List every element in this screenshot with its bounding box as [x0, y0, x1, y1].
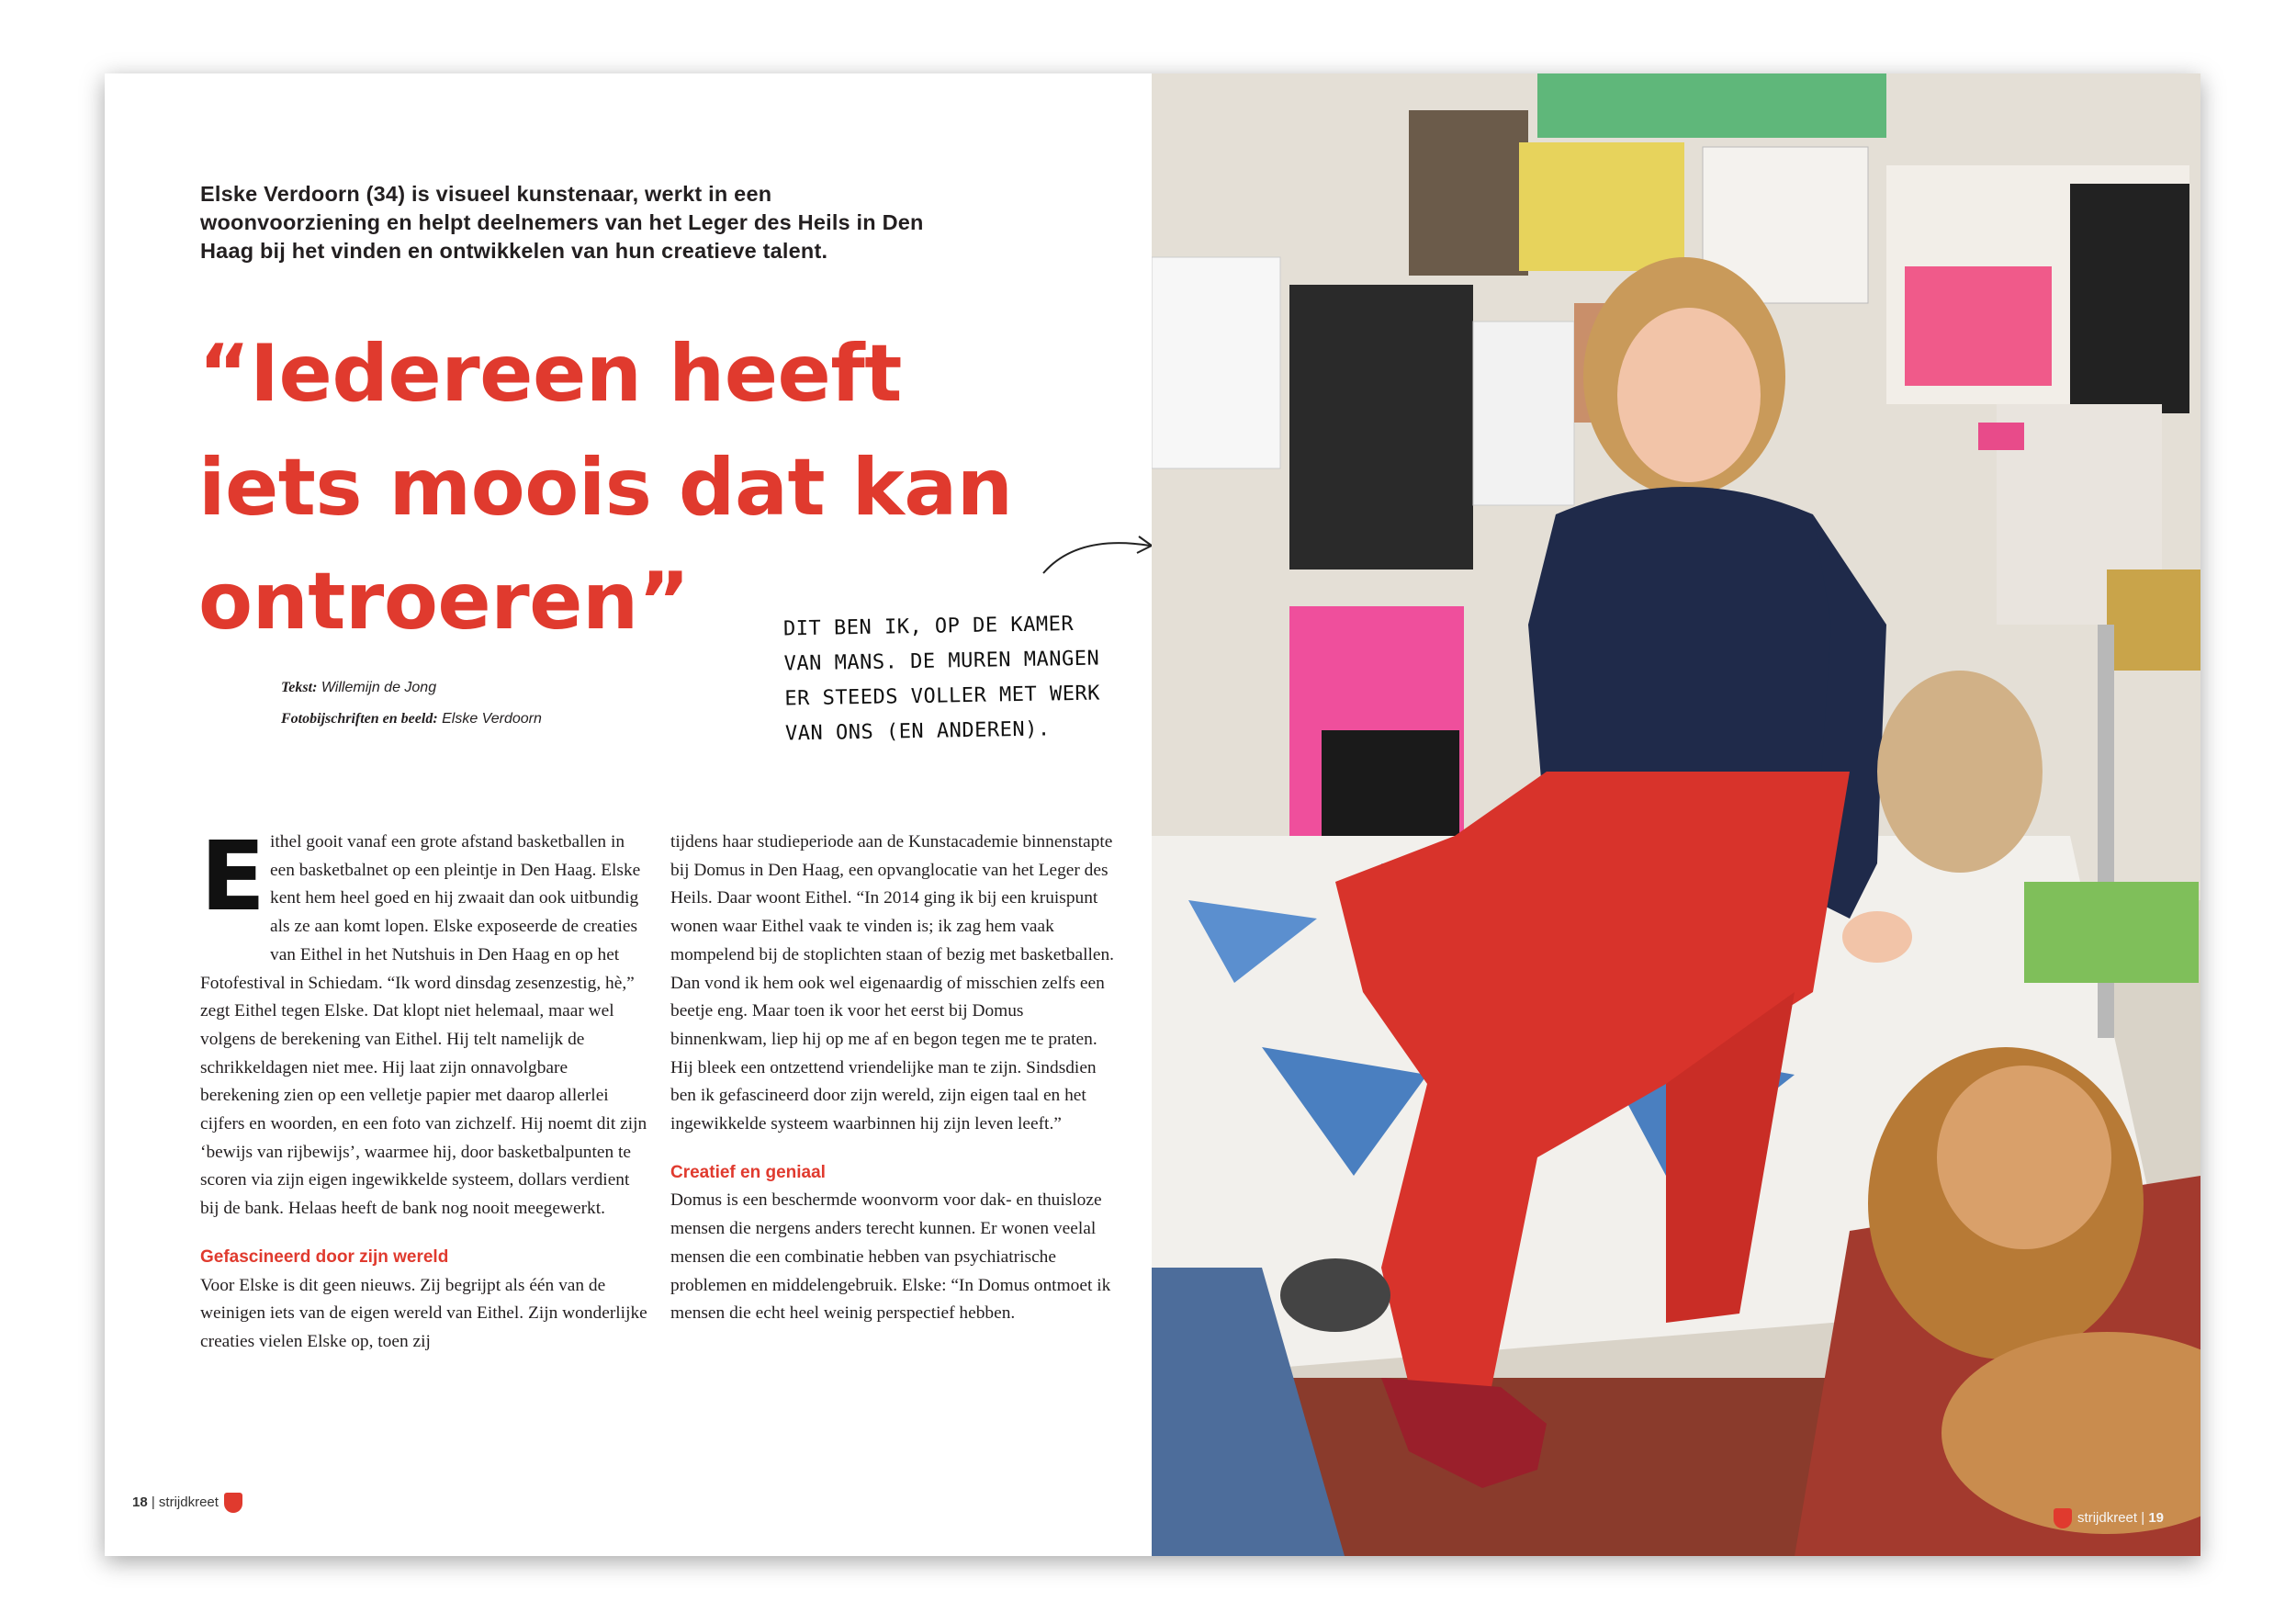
- folio-right: strijdkreet | 19: [2054, 1508, 2164, 1528]
- brand-right: strijdkreet: [2077, 1509, 2138, 1526]
- lead-text-content: ithel gooit vanaf een grote afstand basketballen in een basketbalnet op een pleintje in Den Haag. Elske kent hem heel goed en hij zwaait dan ook uitbundig als ze aan komt lopen. Elske exposeerde de creaties van Eithel in het Nutshuis in Den Haag en op het Fotofestival in Schiedam. “Ik word dinsdag zesenzestig, hè,” zegt Eithel tegen Elske. Dat klopt niet helemaal, maar wel volgens de berekening van Eithel. Hij telt namelijk de schrikkeldagen niet mee. Hij laat zijn onnavolgbare berekening zien op een velletje papier met daarop allerlei cijfers en woorden, en een foto van zichzelf. Hij noemt dit zijn ‘bewijs van rijbewijs’, waarmee hij, door basketbalpunten te scoren via zijn eigen ingewikkelde systeem, dollars verdient bij de bank. Helaas heeft de bank nog nooit meegewerkt.: [200, 832, 647, 1219]
- credit-text: [281, 672, 542, 704]
- credit-photo: [281, 704, 542, 735]
- note-line: ER STEEDS VOLLER MET WERK: [784, 682, 1101, 711]
- body-column-2: [670, 829, 1118, 1328]
- subheading-1: Gefascineerd door zijn wereld: [200, 1246, 449, 1267]
- page-number-left: 18: [132, 1494, 148, 1510]
- credit-text-label: Tekst:: [281, 680, 318, 695]
- paragraph-3: tijdens haar studieperiode aan de Kunstacademie binnenstapte bij Domus in Den Haag, een opvanglocatie van het Leger des Heils. Daar woont Eithel. “In 2014 ging ik bij een kruispunt wonen waar Eithel vaak te vinden is; ik zag hem vaak mompelend bij de stoplichten staan of bezig met basketballen. Dan vond ik hem ook wel eigenaardig of misschien zelfs een beetje eng. Maar toen ik voor het eerst bij Domus binnenkwam, liep hij op me af en begon tegen me te praten. Hij bleek een ontzettend vriendelijke man te zijn. Sindsdien ben ik gefascineerd door zijn wereld, zijn eigen taal en het ingewikkelde systeem waarbinnen hij zijn leven leeft.”: [670, 832, 1115, 1134]
- note-line: VAN ONS (EN ANDEREN).: [784, 717, 1051, 746]
- magazine-spread: [105, 73, 2200, 1556]
- drop-cap: E: [200, 820, 266, 932]
- credit-photo-label: Fotobijschriften en beeld:: [281, 711, 438, 727]
- handwritten-note: [783, 606, 1154, 752]
- note-line: DIT BEN IK, OP DE KAMER: [782, 612, 1075, 641]
- credit-text-value: Willemijn de Jong: [321, 680, 437, 695]
- credits: [281, 672, 542, 735]
- paragraph-4: Domus is een beschermde woonvorm voor dak- en thuisloze mensen die nergens anders terecht kunnen. Er wonen veelal mensen die een combinatie hebben van psychiatrische problemen en middelengebruik. Elske: “In Domus ontmoet ik mensen die echt heel weinig perspectief hebben.: [670, 1190, 1111, 1324]
- page-number-right: 19: [2148, 1509, 2164, 1526]
- headline-line: ontroeren”: [198, 556, 690, 648]
- shield-logo-icon: [2054, 1508, 2072, 1528]
- teddy-bear-icon: [1877, 671, 2043, 873]
- note-line: VAN MANS. DE MUREN MANGEN: [783, 647, 1100, 676]
- lead-paragraph: [200, 820, 647, 1224]
- intro-paragraph: Elske Verdoorn (34) is visueel kunstenaar, werkt in een woonvoorziening en helpt deelnemers van het Leger des Heils in Den Haag bij het vinden en ontwikkelen van hun creatieve talent.: [200, 182, 924, 263]
- credit-photo-value: Elske Verdoorn: [442, 711, 542, 727]
- portrait-photo: [1152, 73, 2200, 1556]
- right-page-photo: [1152, 73, 2200, 1556]
- lead-text: [200, 820, 647, 1224]
- left-page: [105, 73, 1152, 1556]
- shield-logo-icon: [224, 1493, 242, 1513]
- subheading-2: Creatief en geniaal: [670, 1162, 826, 1182]
- brand-left: strijdkreet: [158, 1494, 219, 1510]
- painting-green-icon: [1537, 73, 1886, 138]
- folio-left: 18 | strijdkreet: [132, 1493, 242, 1513]
- headline-line: “Iedereen heeft: [198, 328, 902, 420]
- paragraph-2: Voor Elske is dit geen nieuws. Zij begrijpt als één van de weinigen iets van de eigen wereld van Eithel. Zijn wonderlijke creaties vielen Elske op, toen zij: [200, 1275, 647, 1351]
- handwritten-arrow-icon: [1040, 533, 1159, 579]
- body-column-1: [200, 820, 647, 1357]
- headline-line: iets moois dat kan: [198, 442, 1013, 534]
- headline-quote: [198, 317, 1062, 659]
